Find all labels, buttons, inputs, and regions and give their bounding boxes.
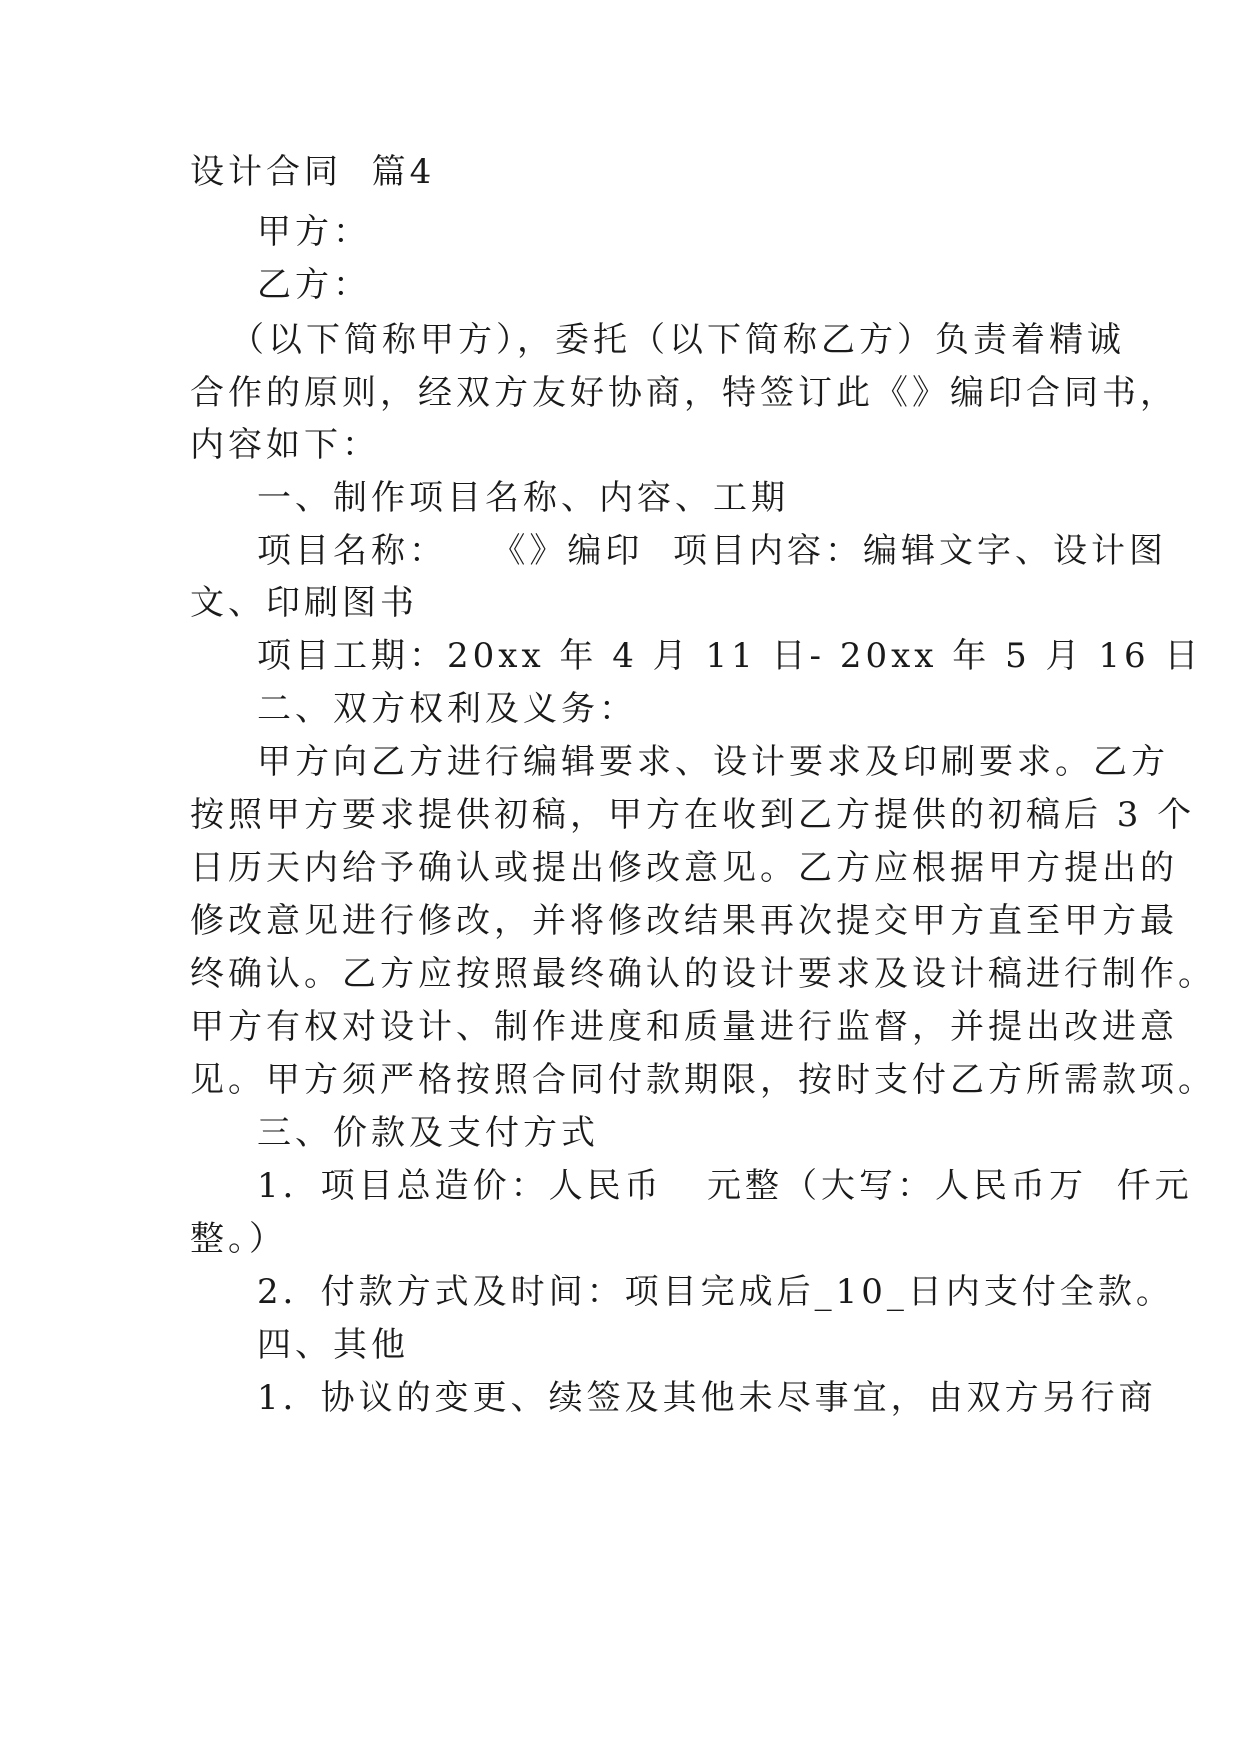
rights-line-4: 修改意见进行修改，并将修改结果再次提交甲方直至甲方最	[190, 901, 1178, 941]
intro-line-3: 内容如下：	[190, 425, 380, 465]
payment-method-line: 2．付款方式及时间：项目完成后_10_日内支付全款。	[257, 1272, 1174, 1312]
rights-line-7: 见。甲方须严格按照合同付款期限，按时支付乙方所需款项。	[190, 1060, 1216, 1100]
intro-line-2: 合作的原则，经双方友好协商，特签订此《》编印合同书，	[190, 373, 1178, 413]
rights-line-1: 甲方向乙方进行编辑要求、设计要求及印刷要求。乙方	[257, 742, 1169, 782]
payment-total-line: 1．项目总造价：人民币 元整（大写：人民币万 仟元	[257, 1166, 1193, 1206]
section-4-heading: 四、其他	[257, 1325, 409, 1365]
rights-line-6: 甲方有权对设计、制作进度和质量进行监督，并提出改进意	[190, 1007, 1178, 1047]
rights-line-5: 终确认。乙方应按照最终确认的设计要求及设计稿进行制作。	[190, 954, 1216, 994]
project-content-continued: 文、印刷图书	[190, 583, 418, 623]
intro-line-1: （以下简称甲方），委托（以下简称乙方）负责着精诚	[230, 320, 1125, 360]
party-b-label: 乙方：	[257, 265, 371, 305]
project-name-line: 项目名称： 《》编印 项目内容：编辑文字、设计图	[257, 531, 1168, 571]
other-line-1: 1．协议的变更、续签及其他未尽事宜，由双方另行商	[257, 1378, 1157, 1418]
rights-line-3: 日历天内给予确认或提出修改意见。乙方应根据甲方提出的	[190, 848, 1178, 888]
section-3-heading: 三、价款及支付方式	[257, 1113, 599, 1153]
project-period-line: 项目工期：20xx 年 4 月 11 日- 20xx 年 5 月 16 日	[257, 636, 1203, 676]
section-1-heading: 一、制作项目名称、内容、工期	[257, 478, 789, 518]
party-a-label: 甲方：	[257, 212, 371, 252]
document-title: 设计合同 篇4	[190, 152, 436, 192]
rights-line-2: 按照甲方要求提供初稿，甲方在收到乙方提供的初稿后 3 个	[190, 795, 1196, 835]
payment-total-continued: 整。）	[190, 1219, 287, 1259]
section-2-heading: 二、双方权利及义务：	[257, 689, 637, 729]
